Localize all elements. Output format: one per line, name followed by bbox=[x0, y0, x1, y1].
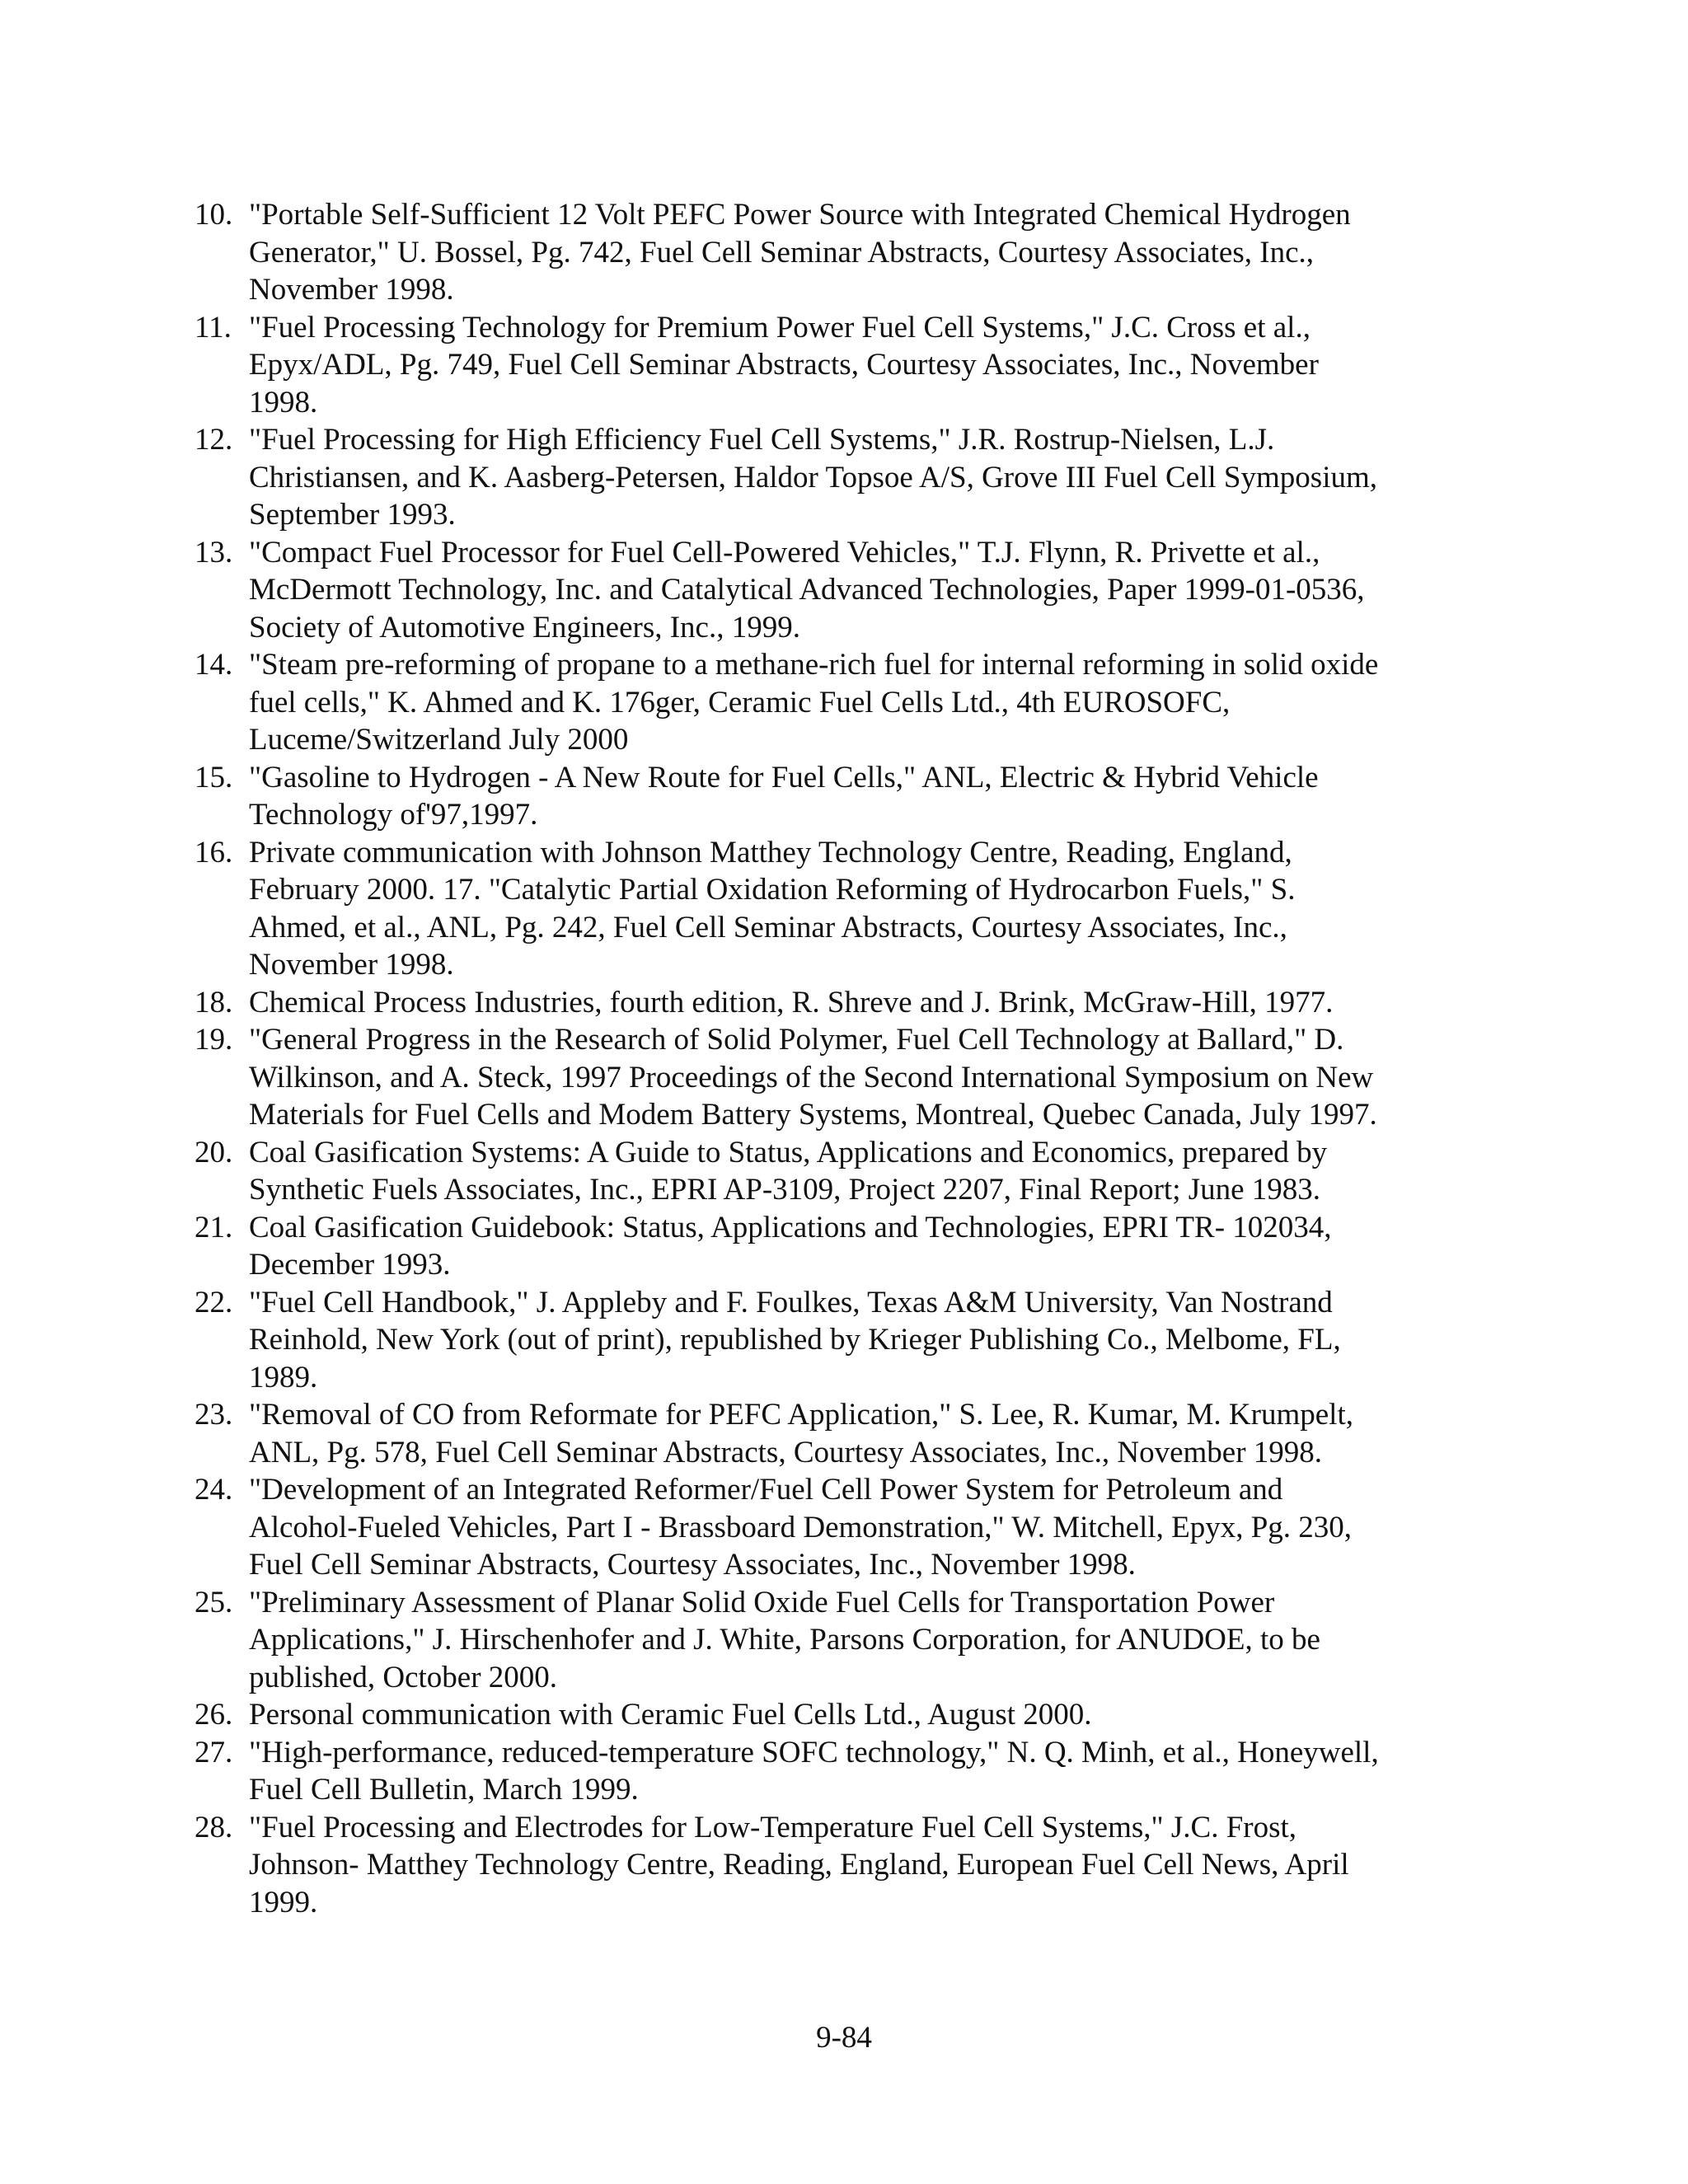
reference-item bbox=[195, 534, 1497, 647]
reference-text-line: "Fuel Cell Handbook," J. Appleby and F. Foulkes, Texas A&M University, Van Nostrand bbox=[249, 1285, 1333, 1319]
reference-number: 13. bbox=[195, 535, 233, 569]
reference-text-line: November 1998. bbox=[249, 273, 454, 307]
reference-text-line: 1989. bbox=[249, 1360, 318, 1394]
reference-item bbox=[195, 1584, 1497, 1697]
reference-number: 20. bbox=[195, 1135, 233, 1169]
reference-item bbox=[195, 1209, 1497, 1284]
reference-number: 24. bbox=[195, 1473, 233, 1507]
reference-number: 28. bbox=[195, 1810, 233, 1844]
reference-text-line: "Fuel Processing and Electrodes for Low-Temperature Fuel Cell Systems," J.C. Frost, bbox=[249, 1810, 1297, 1844]
reference-text-line: Fuel Cell Bulletin, March 1999. bbox=[249, 1773, 639, 1807]
reference-text-line: 1998. bbox=[249, 385, 318, 419]
reference-text-line: "General Progress in the Research of Solid Polymer, Fuel Cell Technology at Ballard," D. bbox=[249, 1023, 1344, 1057]
reference-item bbox=[195, 1021, 1497, 1134]
reference-text-line: "Fuel Processing Technology for Premium Power Fuel Cell Systems," J.C. Cross et al., bbox=[249, 310, 1311, 344]
reference-text-line: Wilkinson, and A. Steck, 1997 Proceedings of the Second International Symposium on New bbox=[249, 1060, 1374, 1094]
reference-number: 27. bbox=[195, 1735, 233, 1769]
reference-text-line: McDermott Technology, Inc. and Catalytical Advanced Technologies, Paper 1999-01-0536, bbox=[249, 573, 1365, 607]
reference-item bbox=[195, 1396, 1497, 1471]
reference-number: 19. bbox=[195, 1023, 233, 1057]
reference-item bbox=[195, 309, 1497, 422]
reference-text-line: December 1993. bbox=[249, 1248, 451, 1282]
reference-item bbox=[195, 196, 1497, 309]
reference-text-line: Christiansen, and K. Aasberg-Petersen, Haldor Topsoe A/S, Grove III Fuel Cell Symposium, bbox=[249, 460, 1377, 494]
reference-text-line: "Removal of CO from Reformate for PEFC Application," S. Lee, R. Kumar, M. Krumpelt, bbox=[249, 1398, 1353, 1432]
reference-text-line: "Compact Fuel Processor for Fuel Cell-Powered Vehicles," T.J. Flynn, R. Privette et al., bbox=[249, 535, 1320, 569]
reference-text-line: Ahmed, et al., ANL, Pg. 242, Fuel Cell Seminar Abstracts, Courtesy Associates, Inc., bbox=[249, 910, 1287, 944]
reference-number: 10. bbox=[195, 198, 233, 232]
reference-text-line: Applications," J. Hirschenhofer and J. White, Parsons Corporation, for ANUDOE, to be bbox=[249, 1623, 1320, 1657]
reference-text-line: February 2000. 17. "Catalytic Partial Oxidation Reforming of Hydrocarbon Fuels," S. bbox=[249, 873, 1296, 907]
page-number: 9-84 bbox=[816, 2021, 872, 2055]
reference-text-line: "High-performance, reduced-temperature SOFC technology," N. Q. Minh, et al., Honeywell, bbox=[249, 1735, 1379, 1769]
reference-item bbox=[195, 1734, 1497, 1809]
reference-text-line: "Steam pre-reforming of propane to a methane-rich fuel for internal reforming in solid oxide bbox=[249, 648, 1379, 682]
reference-text-line: "Portable Self-Sufficient 12 Volt PEFC Power Source with Integrated Chemical Hydrogen bbox=[249, 198, 1351, 232]
reference-number: 12. bbox=[195, 423, 233, 457]
reference-item bbox=[195, 1809, 1497, 1922]
reference-item bbox=[195, 1284, 1497, 1397]
reference-text-line: "Fuel Processing for High Efficiency Fuel Cell Systems," J.R. Rostrup-Nielsen, L.J. bbox=[249, 423, 1275, 457]
reference-text-line: Alcohol-Fueled Vehicles, Part I - Brassboard Demonstration," W. Mitchell, Epyx, Pg. 230, bbox=[249, 1510, 1353, 1544]
reference-number: 18. bbox=[195, 985, 233, 1019]
reference-text-line: Luceme/Switzerland July 2000 bbox=[249, 723, 629, 757]
reference-item bbox=[195, 834, 1497, 984]
reference-number: 11. bbox=[195, 310, 232, 344]
reference-item bbox=[195, 759, 1497, 834]
reference-text-line: Synthetic Fuels Associates, Inc., EPRI AP-3109, Project 2207, Final Report; June 1983. bbox=[249, 1173, 1321, 1207]
reference-item bbox=[195, 1696, 1497, 1734]
reference-text-line: Johnson- Matthey Technology Centre, Reading, England, European Fuel Cell News, April bbox=[249, 1848, 1349, 1882]
reference-text-line: "Gasoline to Hydrogen - A New Route for Fuel Cells," ANL, Electric & Hybrid Vehicle bbox=[249, 760, 1319, 794]
reference-number: 14. bbox=[195, 648, 233, 682]
reference-text-line: Coal Gasification Guidebook: Status, Applications and Technologies, EPRI TR- 102034, bbox=[249, 1210, 1332, 1244]
reference-list bbox=[195, 196, 1497, 1921]
reference-text-line: published, October 2000. bbox=[249, 1660, 558, 1694]
reference-item bbox=[195, 421, 1497, 534]
reference-number: 23. bbox=[195, 1398, 233, 1432]
reference-number: 22. bbox=[195, 1285, 233, 1319]
reference-text-line: "Development of an Integrated Reformer/Fuel Cell Power System for Petroleum and bbox=[249, 1473, 1283, 1507]
reference-number: 15. bbox=[195, 760, 233, 794]
reference-text-line: September 1993. bbox=[249, 498, 456, 532]
reference-number: 26. bbox=[195, 1698, 233, 1732]
reference-number: 25. bbox=[195, 1585, 233, 1619]
reference-text-line: ANL, Pg. 578, Fuel Cell Seminar Abstracts, Courtesy Associates, Inc., November 1998. bbox=[249, 1435, 1323, 1469]
reference-text-line: "Preliminary Assessment of Planar Solid Oxide Fuel Cells for Transportation Power bbox=[249, 1585, 1275, 1619]
reference-number: 21. bbox=[195, 1210, 233, 1244]
reference-text-line: Fuel Cell Seminar Abstracts, Courtesy Associates, Inc., November 1998. bbox=[249, 1548, 1136, 1582]
reference-text-line: Society of Automotive Engineers, Inc., 1999. bbox=[249, 610, 800, 644]
reference-item bbox=[195, 1471, 1497, 1584]
reference-item bbox=[195, 984, 1497, 1022]
reference-text-line: Coal Gasification Systems: A Guide to Status, Applications and Economics, prepared by bbox=[249, 1135, 1328, 1169]
reference-text-line: Reinhold, New York (out of print), republished by Krieger Publishing Co., Melbome, FL, bbox=[249, 1323, 1341, 1357]
reference-text-line: fuel cells," K. Ahmed and K. 176ger, Ceramic Fuel Cells Ltd., 4th EUROSOFC, bbox=[249, 685, 1231, 719]
reference-number: 16. bbox=[195, 835, 233, 869]
reference-text-line: Chemical Process Industries, fourth edition, R. Shreve and J. Brink, McGraw-Hill, 1977. bbox=[249, 985, 1334, 1019]
reference-item bbox=[195, 646, 1497, 759]
reference-text-line: Private communication with Johnson Matthey Technology Centre, Reading, England, bbox=[249, 835, 1292, 869]
reference-item bbox=[195, 1134, 1497, 1209]
reference-text-line: Technology of'97,1997. bbox=[249, 798, 538, 832]
reference-text-line: Personal communication with Ceramic Fuel Cells Ltd., August 2000. bbox=[249, 1698, 1092, 1732]
reference-text-line: Epyx/ADL, Pg. 749, Fuel Cell Seminar Abstracts, Courtesy Associates, Inc., November bbox=[249, 348, 1319, 382]
reference-text-line: November 1998. bbox=[249, 948, 454, 982]
reference-text-line: Generator," U. Bossel, Pg. 742, Fuel Cell Seminar Abstracts, Courtesy Associates, Inc., bbox=[249, 235, 1315, 269]
reference-text-line: 1999. bbox=[249, 1885, 318, 1919]
reference-text-line: Materials for Fuel Cells and Modem Battery Systems, Montreal, Quebec Canada, July 1997. bbox=[249, 1098, 1377, 1132]
